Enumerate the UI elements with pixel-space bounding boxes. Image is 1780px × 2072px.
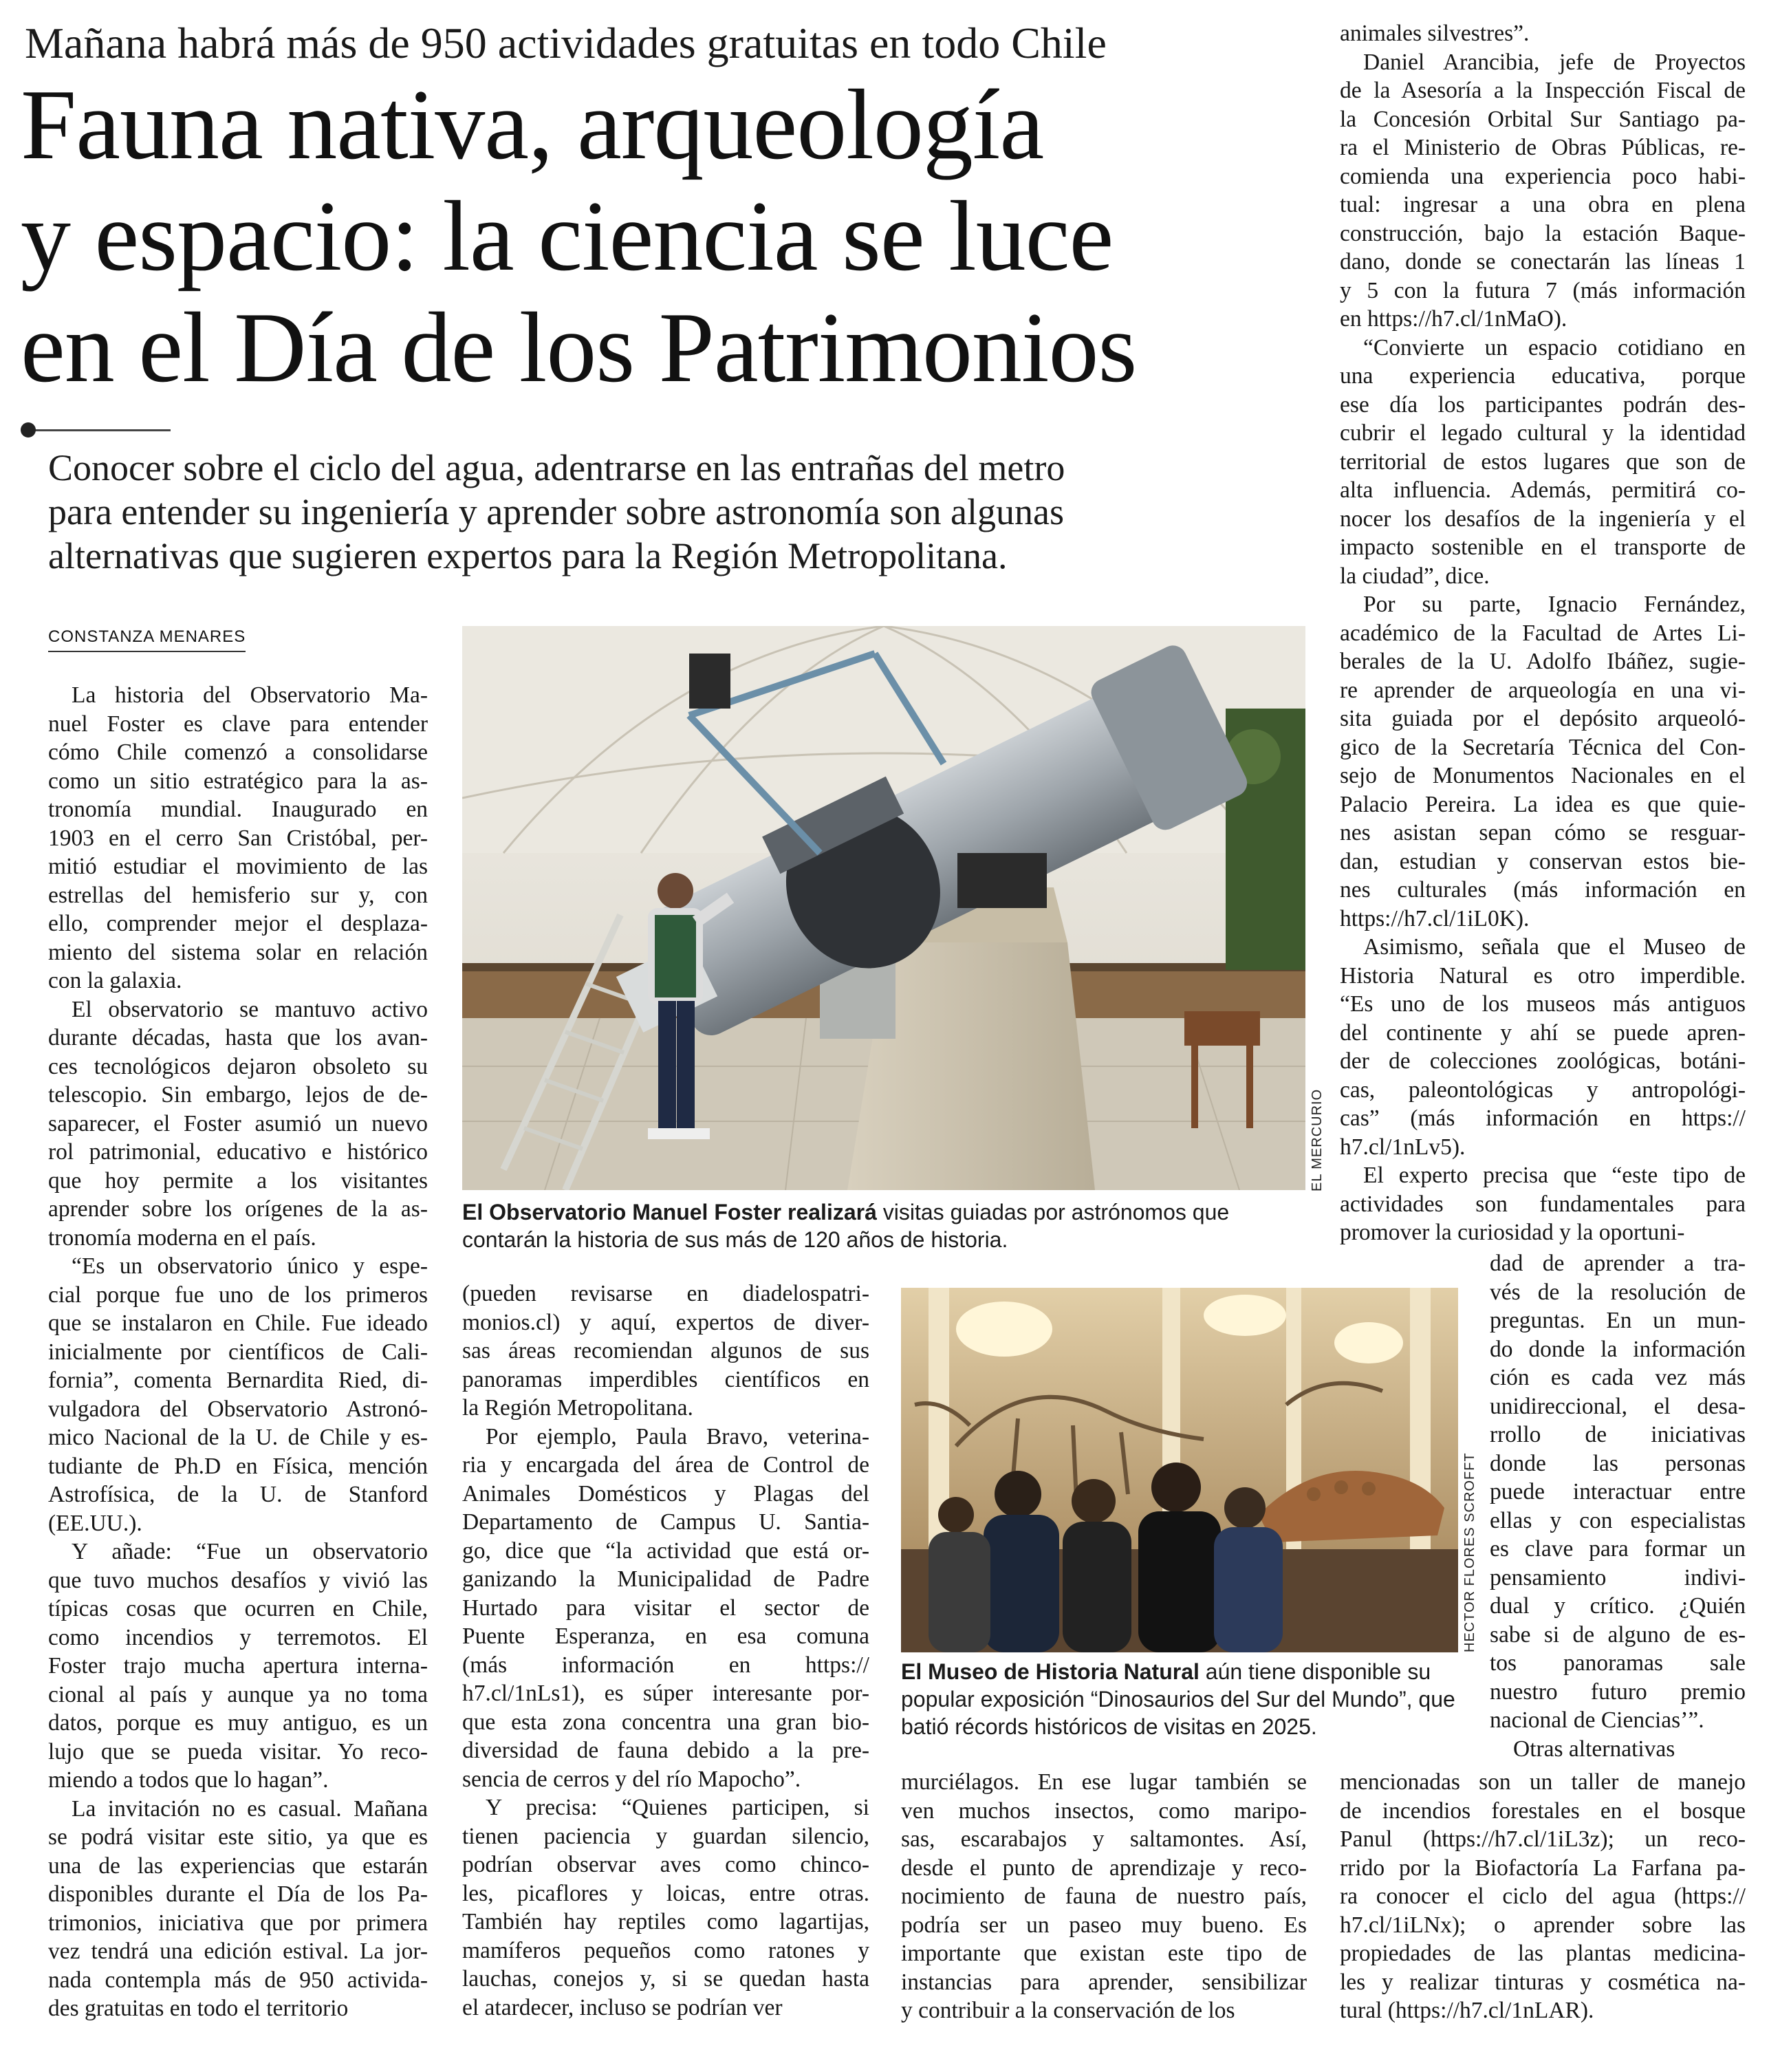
body-text-line: (pueden revisarse en diadelospatri-	[462, 1281, 869, 1306]
body-text-line: lauchas, conejos y, si se quedan hasta	[462, 1966, 869, 1992]
body-text-line: Asimismo, señala que el Museo de	[1363, 934, 1746, 960]
body-text-line: sas, escarabajos y saltamontes. Así,	[901, 1826, 1307, 1852]
body-text-line: que esta zona concentra una gran bio-	[462, 1709, 869, 1735]
body-text-line: cas” (más información en https://	[1340, 1105, 1746, 1131]
body-text-line: Palacio Pereira. La idea es que quie-	[1340, 791, 1746, 817]
body-text-line: tienen paciencia y guardan silencio,	[462, 1823, 869, 1849]
body-text-line: ven muchos insectos, como maripo-	[901, 1798, 1307, 1824]
body-text-line: aprender sobre los orígenes de la as-	[48, 1196, 428, 1222]
body-text-line: berales de la U. Adolfo Ibáñez, sugie-	[1340, 649, 1746, 674]
body-text-line: go, dice que “la actividad que está or-	[462, 1537, 869, 1564]
body-text-line: Historia Natural es otro imperdible.	[1340, 962, 1746, 989]
body-text-line: h7.cl/1nLs1), es súper interesante por-	[462, 1681, 869, 1706]
body-text-line: tual: ingresar a una obra en plena	[1340, 192, 1746, 217]
body-text-line: como incendios y terremotos. El	[48, 1624, 428, 1650]
body-text-line: dual y crítico. ¿Quién	[1490, 1593, 1746, 1619]
bullet-dot	[21, 422, 36, 438]
body-text-line: instancias para aprender, sensibilizar	[901, 1969, 1307, 1995]
body-text-line: des gratuitas en todo el territorio	[48, 1996, 349, 2021]
body-text-line: la Región Metropolitana.	[462, 1395, 693, 1421]
body-text-line: nada contempla más de 950 activida-	[48, 1967, 428, 1993]
body-text-line: miento del sistema solar en relación	[48, 939, 428, 965]
body-text-line: rrido por la Biofactoría La Farfana pa-	[1340, 1855, 1746, 1881]
body-text-line: mitió estudiar el movimiento de las	[48, 854, 428, 879]
body-text-line: unidireccional, el desa-	[1490, 1393, 1746, 1419]
body-text-line: territorial de estos lugares que son de	[1340, 449, 1746, 475]
body-text-line: se podrá visitar este sitio, ya que es	[48, 1824, 428, 1850]
body-text-line: tronomía moderna en el país.	[48, 1224, 316, 1251]
body-text-line: una de las experiencias que estarán	[48, 1853, 428, 1879]
body-text-line: alta influencia. Además, permitirá co-	[1340, 477, 1746, 503]
caption-line: popular exposición “Dinosaurios del Sur del Mundo”, que	[901, 1687, 1455, 1712]
body-text-line: Astrofísica, de la U. de Stanford	[48, 1482, 428, 1507]
body-text-line: animales silvestres”.	[1340, 21, 1530, 46]
body-text-line: Hurtado para visitar el sector de	[462, 1595, 869, 1621]
body-text-line: diversidad de fauna debido a la pre-	[462, 1738, 869, 1763]
body-text-line: nocimiento de fauna de nuestro país,	[901, 1884, 1307, 1909]
caption-text: aún tiene disponible su	[1199, 1659, 1431, 1684]
body-text-line: como un sitio estratégico para la as-	[48, 768, 428, 794]
body-text-line: sencia de cerros y del río Mapocho”.	[462, 1766, 801, 1792]
body-text-line: sita guiada por el depósito arqueoló-	[1340, 706, 1746, 731]
body-text-line: podría ser un paseo muy bueno. Es	[901, 1912, 1307, 1938]
body-text-line: Foster trajo mucha apertura interna-	[48, 1653, 428, 1679]
headline	[21, 69, 1314, 403]
body-text-line: preguntas. En un mun-	[1490, 1308, 1746, 1333]
photo-caption	[901, 1658, 1472, 1740]
body-text-line: h7.cl/1iLNx); o aprender sobre las	[1340, 1912, 1746, 1938]
photo-credit: EL MERCURIO	[1310, 1088, 1325, 1191]
body-text-line: mamíferos pequeños como ratones y	[462, 1937, 869, 1963]
body-text-line: la ciudad”, dice.	[1340, 563, 1490, 589]
headline-line: en el Día de los Patrimonios	[21, 292, 1137, 403]
body-text-line: tural (https://h7.cl/1nLAR).	[1340, 1998, 1594, 2023]
body-text-line: der de colecciones zoológicas, botáni-	[1340, 1048, 1746, 1074]
deck-line: Conocer sobre el ciclo del agua, adentrarse en las entrañas del metro	[48, 447, 1065, 488]
body-text-line: https://h7.cl/1iL0K).	[1340, 905, 1530, 931]
body-text-line: la Concesión Orbital Sur Santiago pa-	[1340, 106, 1746, 132]
caption-line: batió récords históricos de visitas en 2025.	[901, 1714, 1317, 1739]
body-text-line: cial porque fue uno de los primeros	[48, 1282, 428, 1308]
body-text-line: vez tendrá una edición estival. La jor-	[48, 1939, 428, 1964]
body-text-line: rrollo de iniciativas	[1490, 1422, 1746, 1447]
body-text-line: el atardecer, incluso se podrían ver	[462, 1994, 783, 2020]
body-text-line: propiedades de las plantas medicina-	[1340, 1941, 1746, 1966]
body-text-line: “Convierte un espacio cotidiano en	[1363, 334, 1746, 360]
body-text-line: de la Asesoría a la Inspección Fiscal de	[1340, 78, 1746, 103]
body-text-line: Departamento de Campus U. Santia-	[462, 1509, 869, 1535]
body-text-line: La invitación no es casual. Mañana	[72, 1795, 428, 1822]
body-column-2	[462, 1280, 869, 2022]
body-text-line: Daniel Arancibia, jefe de Proyectos	[1363, 49, 1746, 75]
caption-text: visitas guiadas por astrónomos que	[876, 1200, 1230, 1224]
body-text-line: Por ejemplo, Paula Bravo, veterina-	[486, 1423, 869, 1449]
body-text-line: miendo a todos que lo hagan”.	[48, 1767, 329, 1793]
body-text-line: y 5 con la futura 7 (más información	[1340, 277, 1746, 303]
body-text-line: dano, donde se conectarán las líneas 1	[1340, 249, 1746, 274]
body-text-line: Animales Domésticos y Plagas del	[462, 1480, 869, 1507]
body-text-line: tudiante de Ph.D en Física, mención	[48, 1453, 428, 1479]
body-text-line: nes culturales (más información en	[1340, 877, 1746, 903]
body-text-line: sas áreas recomiendan algunos de sus	[462, 1338, 869, 1363]
body-text-line: les y realizar tinturas y cosmética na-	[1340, 1969, 1746, 1995]
body-text-line: podrían observar aves como chinco-	[462, 1852, 869, 1877]
body-text-line: sejo de Monumentos Nacionales en el	[1340, 763, 1746, 788]
body-text-line: estrellas del hemisferio sur y, con	[48, 882, 428, 908]
body-column-4-inset	[1490, 1249, 1746, 1763]
body-text-line: 1903 en el cerro San Cristóbal, per-	[48, 825, 428, 851]
body-column-3	[901, 1768, 1307, 2025]
body-text-line: académico de la Facultad de Artes Li-	[1340, 620, 1746, 646]
body-text-line: en https://h7.cl/1nMaO).	[1340, 306, 1567, 332]
observatory-photo	[462, 626, 1305, 1190]
body-text-line: típicas cosas que ocurren en Chile,	[48, 1596, 428, 1621]
deck-line: alternativas que sugieren expertos para la Región Metropolitana.	[48, 535, 1008, 576]
body-text-line: ellas y con especialistas	[1490, 1507, 1746, 1533]
caption-bold: El Museo de Historia Natural	[901, 1659, 1200, 1684]
headline-line: y espacio: la ciencia se luce	[21, 180, 1114, 292]
body-text-line: mico Nacional de la U. de Chile y es-	[48, 1425, 428, 1450]
body-text-line: ra el Ministerio de Obras Públicas, re-	[1340, 135, 1746, 160]
body-text-line: cómo Chile comenzó a consolidarse	[48, 740, 428, 765]
body-text-line: El experto precisa que “este tipo de	[1363, 1163, 1746, 1188]
body-text-line: Y añade: “Fue un observatorio	[72, 1539, 428, 1564]
body-column-1	[48, 681, 428, 2023]
body-text-line: nes asistan sepan cómo se resguar-	[1340, 820, 1746, 845]
body-text-line: Por su parte, Ignacio Fernández,	[1363, 592, 1746, 617]
body-text-line: monios.cl) y aquí, expertos de diver-	[462, 1309, 869, 1335]
body-text-line: actividades son fundamentales para	[1340, 1191, 1746, 1217]
body-text-line: una experiencia educativa, porque	[1340, 363, 1746, 389]
body-text-line: dan, estudian y conservan estos bie-	[1340, 848, 1746, 874]
body-text-line: Otras alternativas	[1513, 1736, 1675, 1762]
body-text-line: datos, porque es muy antiguo, es un	[48, 1710, 428, 1736]
body-text-line: inicialmente por científicos de Cali-	[48, 1339, 428, 1365]
body-text-line: Puente Esperanza, en esa comuna	[462, 1623, 869, 1649]
body-column-4-end	[1340, 1768, 1746, 2025]
body-text-line: donde las personas	[1490, 1450, 1746, 1476]
museum-photo	[901, 1288, 1458, 1652]
body-text-line: disponibles durante el Día de los Pa-	[48, 1881, 428, 1907]
body-text-line: re aprender de arqueología en una vi-	[1340, 677, 1746, 703]
body-text-line: es clave para formar un	[1490, 1536, 1746, 1562]
body-text-line: promover la curiosidad y la oportuni-	[1340, 1220, 1685, 1245]
body-text-line: panoramas imperdibles científicos en	[462, 1366, 869, 1392]
body-text-line: desde el punto de aprendizaje y reco-	[901, 1855, 1307, 1881]
caption-bold: El Observatorio Manuel Foster realizará	[462, 1200, 877, 1224]
body-text-line: El observatorio se mantuvo activo	[72, 996, 428, 1022]
body-text-line: les, picaflores y loicas, entre otras.	[462, 1880, 869, 1906]
body-text-line: gico de la Secretaría Técnica del Con-	[1340, 734, 1746, 760]
photo-credit: HECTOR FLORES SCROFFT	[1462, 1452, 1477, 1652]
body-text-line: dad de aprender a tra-	[1490, 1251, 1746, 1276]
body-text-line: que se instalaron en Chile. Fue ideado	[48, 1310, 428, 1336]
body-text-line: rol patrimonial, educativo e histórico	[48, 1139, 428, 1165]
headline-line: Fauna nativa, arqueología	[21, 69, 1044, 180]
body-text-line: durante décadas, hasta que los avan-	[48, 1025, 428, 1050]
body-text-line: del continente y ahí se puede apren-	[1340, 1019, 1746, 1046]
body-text-line: sabe si de alguno de es-	[1490, 1621, 1746, 1648]
body-text-line: importante que existan este tipo de	[901, 1941, 1307, 1966]
body-text-line: pensamiento indivi-	[1490, 1564, 1746, 1590]
body-text-line: murciélagos. En ese lugar también se	[901, 1769, 1307, 1795]
kicker: Mañana habrá más de 950 actividades gratuitas en todo Chile	[25, 19, 1107, 67]
body-text-line: nacional de Ciencias’”.	[1490, 1707, 1704, 1733]
body-text-line: tronomía mundial. Inaugurado en	[48, 797, 428, 822]
body-text-line: tos panoramas sale	[1490, 1650, 1746, 1676]
caption-line: contarán la historia de sus más de 120 años de historia.	[462, 1227, 1008, 1252]
body-text-line: Y precisa: “Quienes participen, si	[486, 1795, 869, 1820]
body-text-line: ción es cada vez más	[1490, 1365, 1746, 1390]
body-text-line: lujo que se pueda visitar. Yo reco-	[48, 1738, 428, 1765]
body-text-line: comienda una experiencia poco habi-	[1340, 163, 1746, 189]
body-text-line: ra conocer el ciclo del agua (https://	[1340, 1884, 1746, 1909]
body-text-line: que tuvo muchos desafíos y vivió las	[48, 1567, 428, 1593]
photo-caption	[462, 1198, 1308, 1253]
body-text-line: ces tecnológicos dejaron obsoleto su	[48, 1053, 428, 1079]
body-text-line: ria y encargada del área de Control de	[462, 1452, 869, 1478]
body-text-line: y contribuir a la conservación de los	[901, 1998, 1235, 2023]
body-text-line: impacto sostenible en el transporte de	[1340, 535, 1746, 560]
body-text-line: vulgadora del Observatorio Astronó-	[48, 1396, 428, 1422]
body-text-line: “Es uno de los museos más antiguos	[1340, 991, 1746, 1017]
body-text-line: Panul (https://h7.cl/1iL3z); un reco-	[1340, 1826, 1746, 1852]
body-text-line: También hay reptiles como lagartijas,	[462, 1909, 869, 1934]
divider-rule	[25, 429, 171, 431]
body-text-line: h7.cl/1nLv5).	[1340, 1134, 1466, 1160]
deck	[48, 446, 1300, 578]
byline: CONSTANZA MENARES	[48, 627, 246, 652]
body-text-line: con la galaxia.	[48, 968, 182, 993]
body-text-line: mencionadas son un taller de manejo	[1340, 1769, 1746, 1795]
body-text-line: cional al país y aunque ya no toma	[48, 1681, 428, 1707]
body-text-line: ganizando la Municipalidad de Padre	[462, 1566, 869, 1592]
body-text-line: cubrir el legado cultural y la identidad	[1340, 420, 1746, 446]
body-text-line: (EE.UU.).	[48, 1510, 142, 1536]
caption-line	[901, 1658, 1472, 1685]
body-text-line: do donde la información	[1490, 1336, 1746, 1362]
caption-line	[462, 1198, 1308, 1226]
body-text-line: “Es un observatorio único y espe-	[72, 1253, 428, 1279]
body-text-line: (más información en https://	[462, 1652, 869, 1678]
body-text-line: cas, paleontológicas y antropológi-	[1340, 1077, 1746, 1103]
body-text-line: nocer los desafíos de la ingeniería y el	[1340, 506, 1746, 532]
body-text-line: ello, comprender mejor el desplaza-	[48, 911, 428, 936]
deck-line: para entender su ingeniería y aprender sobre astronomía son algunas	[48, 491, 1064, 532]
body-text-line: construcción, bajo la estación Baque-	[1340, 220, 1746, 246]
body-text-line: La historia del Observatorio Ma-	[72, 682, 428, 708]
body-text-line: puede interactuar entre	[1490, 1479, 1746, 1504]
body-text-line: que hoy permite a los visitantes	[48, 1167, 428, 1194]
body-text-line: nuestro futuro premio	[1490, 1679, 1746, 1705]
body-text-line: de incendios forestales en el bosque	[1340, 1798, 1746, 1824]
body-text-line: trimonios, iniciativa que por primera	[48, 1910, 428, 1936]
body-text-line: vés de la resolución de	[1490, 1279, 1746, 1305]
body-text-line: fornia”, comenta Bernardita Ried, di-	[48, 1368, 428, 1393]
body-text-line: saparecer, el Foster asumió un nuevo	[48, 1110, 428, 1136]
body-column-4	[1340, 19, 1746, 1247]
body-text-line: ese día los participantes podrán des-	[1340, 391, 1746, 418]
body-text-line: telescopio. Sin embargo, lejos de de-	[48, 1082, 428, 1108]
body-text-line: nuel Foster es clave para entender	[48, 711, 428, 737]
